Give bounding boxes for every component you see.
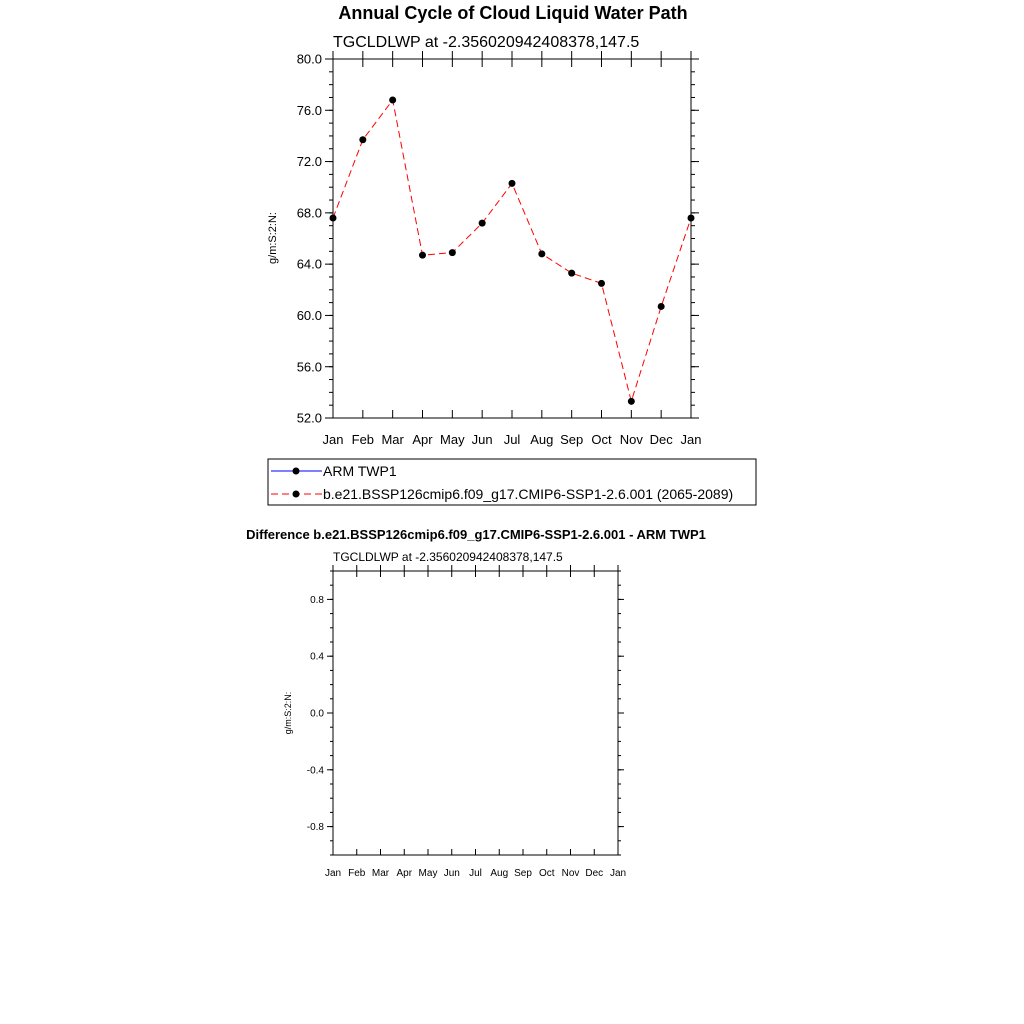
data-point <box>330 214 337 221</box>
y-tick-label: -0.4 <box>306 765 324 777</box>
x-tick-label: Jun <box>443 868 460 879</box>
data-point <box>568 270 575 277</box>
y-tick-label: 64.0 <box>296 256 322 272</box>
chart-title: Annual Cycle of Cloud Liquid Water Path <box>338 3 688 23</box>
difference-subtitle: TGCLDLWP at -2.356020942408378,147.5 <box>333 550 563 564</box>
x-tick-label: Dec <box>585 868 604 879</box>
data-point <box>598 280 605 287</box>
y-tick-label: 80.0 <box>296 51 322 67</box>
data-point <box>688 214 695 221</box>
data-point <box>628 398 635 405</box>
x-tick-label: Jan <box>609 868 627 879</box>
difference-chart <box>246 527 706 879</box>
plot-frame <box>333 59 691 418</box>
x-tick-label: Apr <box>396 868 413 879</box>
data-point <box>389 97 396 104</box>
y-tick-label: 72.0 <box>296 154 322 170</box>
x-tick-label: Dec <box>649 432 673 447</box>
x-tick-label: Feb <box>348 868 366 879</box>
y-tick-label: 76.0 <box>296 102 322 118</box>
x-tick-label: Sep <box>514 868 532 879</box>
x-tick-label: Aug <box>530 432 554 447</box>
x-tick-label: Aug <box>490 868 509 879</box>
x-tick-label: Apr <box>412 432 433 447</box>
difference-y-axis <box>307 571 624 855</box>
x-tick-label: Jul <box>503 432 521 447</box>
x-tick-label: Jan <box>322 432 344 447</box>
y-tick-label: 0.8 <box>310 594 324 606</box>
legend <box>268 459 756 505</box>
y-tick-label: 60.0 <box>296 307 322 323</box>
x-tick-label: Jan <box>324 868 342 879</box>
x-tick-label: Nov <box>561 868 580 879</box>
x-tick-label: May <box>418 868 438 879</box>
chart-subtitle: TGCLDLWP at -2.356020942408378,147.5 <box>333 34 640 51</box>
y-tick-label: 68.0 <box>296 205 322 221</box>
y-axis <box>297 52 699 426</box>
data-point <box>419 252 426 259</box>
legend-label-obs: ARM TWP1 <box>323 463 397 479</box>
x-axis <box>323 51 702 447</box>
y-tick-label: 52.0 <box>296 410 322 426</box>
data-point <box>359 136 366 143</box>
data-point <box>479 220 486 227</box>
difference-y-axis-label: g/m:S:2:N: <box>283 691 293 735</box>
difference-x-axis <box>325 565 626 879</box>
data-point <box>538 250 545 257</box>
x-tick-label: May <box>440 432 465 447</box>
legend-marker-model <box>293 491 300 498</box>
y-tick-label: 0.4 <box>310 651 324 663</box>
x-tick-label: Sep <box>560 432 584 447</box>
legend-marker-obs <box>293 468 300 475</box>
x-tick-label: Nov <box>619 432 643 447</box>
difference-plot-frame <box>333 571 618 855</box>
series-line-model <box>333 100 691 401</box>
x-tick-label: Oct <box>538 868 555 879</box>
legend-label-model: b.e21.BSSP126cmip6.f09_g17.CMIP6-SSP1-2.6.001 (2065-2089) <box>323 486 734 502</box>
y-tick-label: -0.8 <box>306 822 324 834</box>
y-tick-label: 56.0 <box>296 359 322 375</box>
x-tick-label: Jul <box>469 868 482 879</box>
data-point <box>509 180 516 187</box>
x-tick-label: Jan <box>680 432 702 447</box>
x-tick-label: Oct <box>591 432 612 447</box>
x-tick-label: Mar <box>371 868 390 879</box>
y-axis-label: g/m:S:2:N: <box>267 212 279 264</box>
y-tick-label: 0.0 <box>310 708 324 720</box>
difference-title: Difference b.e21.BSSP126cmip6.f09_g17.CMIP6-SSP1-2.6.001 - ARM TWP1 <box>246 527 706 542</box>
x-tick-label: Jun <box>471 432 493 447</box>
annual-cycle-chart <box>267 3 701 447</box>
x-tick-label: Feb <box>351 432 375 447</box>
series-group <box>330 97 695 405</box>
data-point <box>449 249 456 256</box>
data-point <box>658 303 665 310</box>
x-tick-label: Mar <box>381 432 404 447</box>
